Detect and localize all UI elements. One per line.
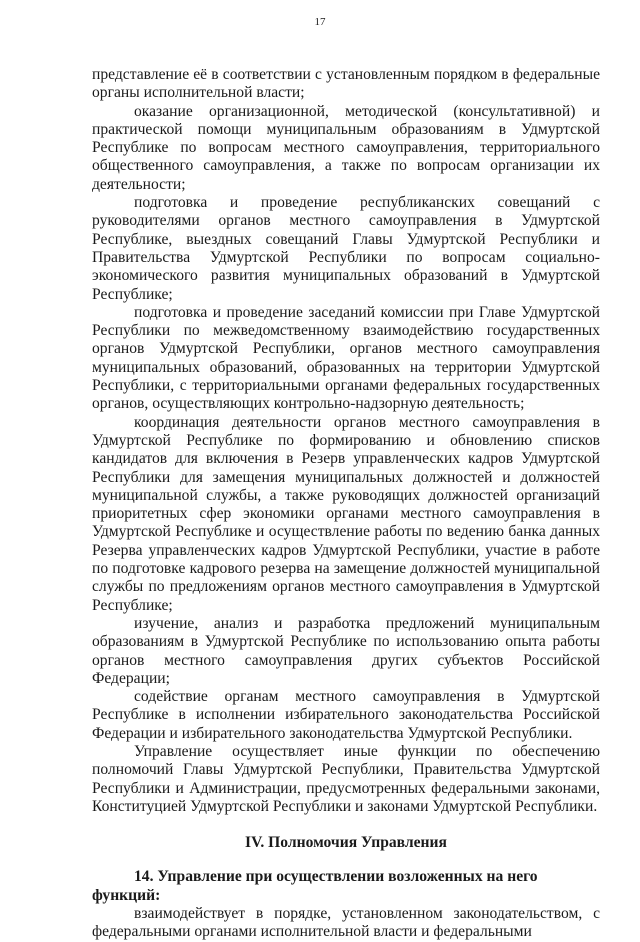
section-heading: IV. Полномочия Управления [245,834,447,852]
paragraph-methodical-help: оказание организационной, методической (консультативной) и практической помощи муниципальным образованиям в Удмуртской Республике по вопросам местного самоуправления, территориального общественного самоуправления, а также по вопросам организации их деятельности; [92,102,600,193]
paragraph-experience-study: изучение, анализ и разработка предложений муниципальным образованиям в Удмуртской Республике по использованию опыта работы органов местного самоуправления других субъектов Российской Федерации; [92,614,600,687]
document-body [92,66,600,942]
paragraph-other-functions: Управление осуществляет иные функции по обеспечению полномочий Главы Удмуртской Республики, Правительства Удмуртской Республики и Администрации, предусмотренных федеральными законами, Конституцией Удмуртской Республики и законами Удмуртской Республики. [92,742,600,815]
paragraph-commission-meetings: подготовка и проведение заседаний комиссии при Главе Удмуртской Республики по межведомственному взаимодействию государственных органов Удмуртской Республики, органов местного самоуправления муниципальных образований, образованных на территории Удмуртской Республики, с территориальными органами федеральных государственных органов, осуществляющих контрольно-надзорную деятельность; [92,303,600,413]
paragraph-republican-meetings: подготовка и проведение республиканских совещаний с руководителями органов местного самоуправления в Удмуртской Республике, выездных совещаний Главы Удмуртской Республики и Правительства Удмуртской Республики по вопросам социально-экономического развития муниципальных образований в Удмуртской Республике; [92,194,600,303]
clause-text: взаимодействует в порядке, установленном законодательством, с федеральными органами исполнительной власти и федеральными [92,905,600,941]
paragraph-continuation: представление её в соответствии с установленным порядком в федеральные органы исполнительной власти; [92,66,600,102]
paragraph-personnel-reserve: координация деятельности органов местного самоуправления в Удмуртской Республике по формированию и обновлению списков кандидатов для включения в Резерв управленческих кадров Удмуртской Республики для замещения муниципальных должностей и должностей муниципальной службы, а также руководящих должностей организаций приоритетных сфер экономики органами местного самоуправления в Удмуртской Республике и осуществление работы по ведению банка данных Резерва управленческих кадров Удмуртской Республики, участие в работе по подготовке кадрового резерва на замещение должностей муниципальной службы по предложениям органов местного самоуправления в Удмуртской Республике; [92,413,600,614]
page-number: 17 [314,16,326,28]
paragraph-electoral-assistance: содействие органам местного самоуправления в Удмуртской Республике в исполнении избирательного законодательства Российской Федерации и избирательного законодательства Удмуртской Республики. [92,688,600,742]
clause-heading: 14. Управление при осуществлении возложенных на него функций: [92,868,538,904]
